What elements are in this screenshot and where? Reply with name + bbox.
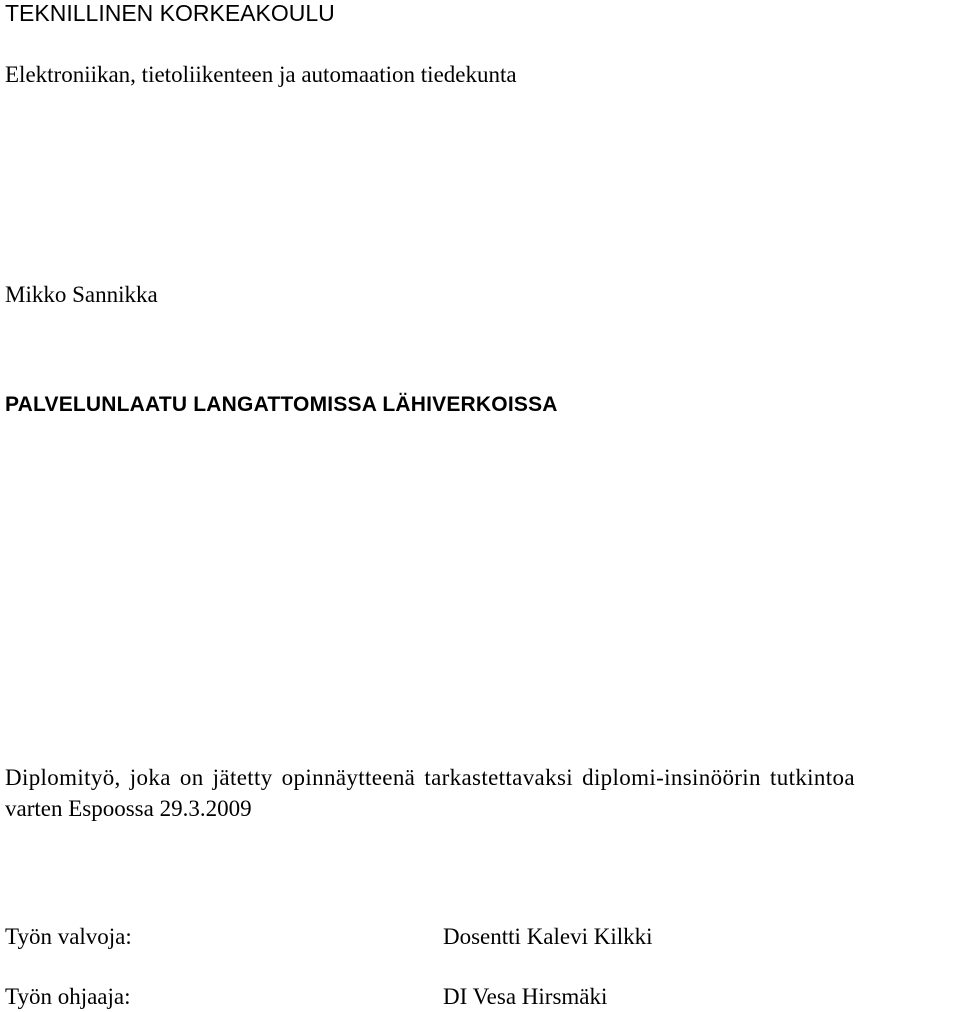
thesis-title: PALVELUNLAATU LANGATTOMISSA LÄHIVERKOISSA — [5, 393, 558, 416]
faculty-name: Elektroniikan, tietoliikenteen ja automaation tiedekunta — [5, 62, 517, 87]
thesis-description-line-1: Diplomityö, joka on jätetty opinnäytteenä tarkastettavaksi diplomi-insinöörin tutkintoa — [5, 765, 855, 790]
university-name: TEKNILLINEN KORKEAKOULU — [5, 0, 335, 26]
thesis-description-line-2: varten Espoossa 29.3.2009 — [5, 796, 252, 821]
supervisor-label: Työn valvoja: — [5, 924, 132, 949]
supervisor-name: Dosentti Kalevi Kilkki — [443, 924, 653, 949]
author-name: Mikko Sannikka — [5, 282, 158, 307]
instructor-label: Työn ohjaaja: — [5, 984, 131, 1009]
instructor-name: DI Vesa Hirsmäki — [443, 984, 608, 1009]
